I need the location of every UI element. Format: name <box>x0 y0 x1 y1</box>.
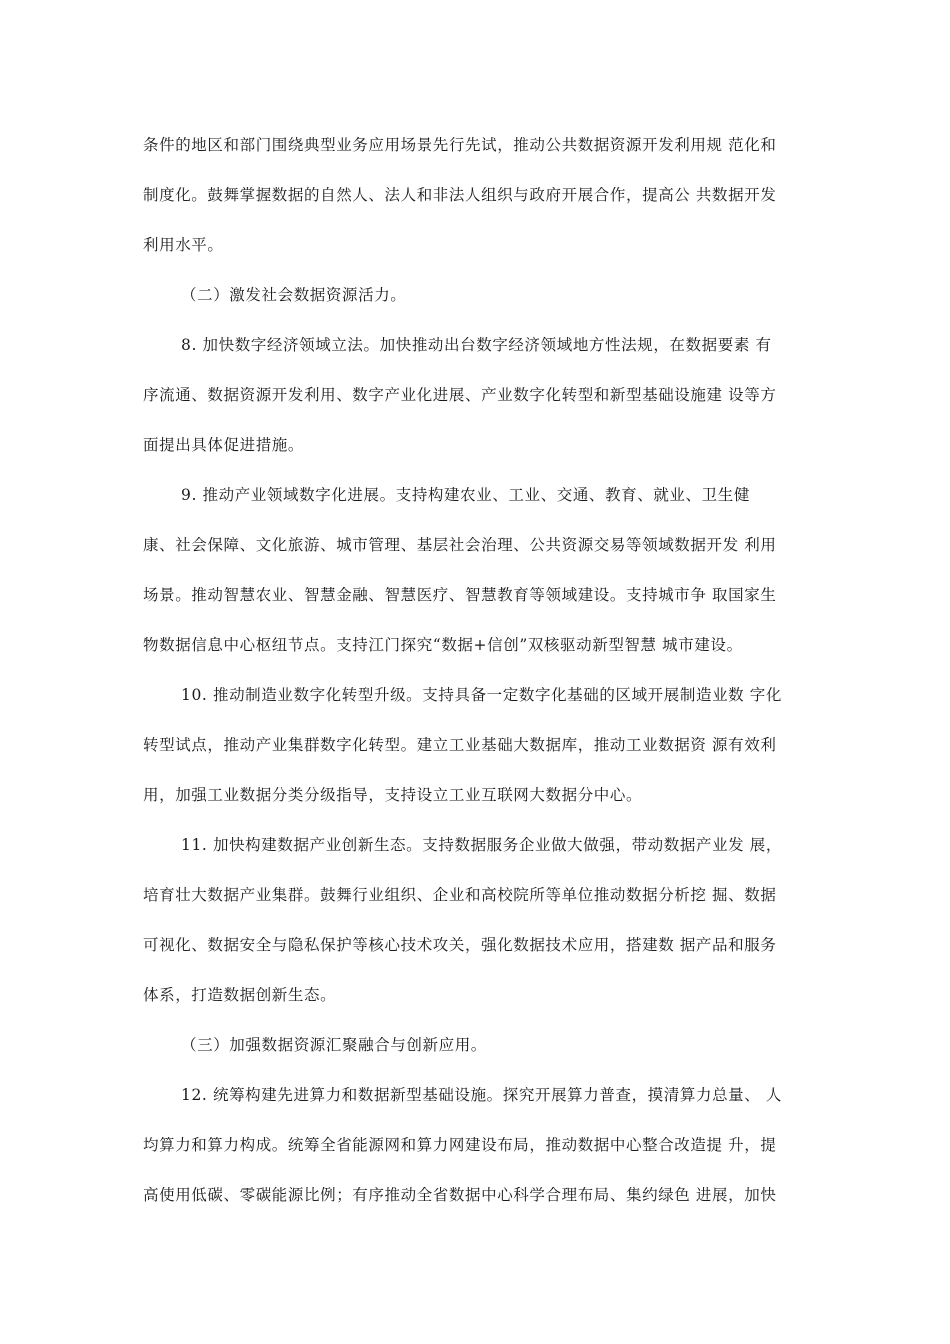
section-heading-2 <box>143 280 815 330</box>
heading-line: （二）激发社会数据资源活力。 <box>181 286 407 304</box>
paragraph-item-12 <box>143 1080 815 1230</box>
text-line: 场景。推动智慧农业、智慧金融、智慧医疗、智慧教育等领域建设。支持城市争 取国家生 <box>143 586 777 604</box>
text-line: 利用水平。 <box>143 236 224 254</box>
text-line: 制度化。鼓舞掌握数据的自然人、法人和非法人组织与政府开展合作，提高公 共数据开发 <box>143 186 777 204</box>
text-line: 用，加强工业数据分类分级指导，支持设立工业互联网大数据分中心。 <box>143 786 643 804</box>
section-heading-3 <box>143 1030 815 1080</box>
paragraph-item-8 <box>143 330 815 480</box>
heading-line: （三）加强数据资源汇聚融合与创新应用。 <box>181 1036 487 1054</box>
text-line: 康、社会保障、文化旅游、城市管理、基层社会治理、公共资源交易等领域数据开发 利用 <box>143 536 777 554</box>
text-line: 可视化、数据安全与隐私保护等核心技术攻关，强化数据技术应用，搭建数 据产品和服务 <box>143 936 777 954</box>
text-line: 体系，打造数据创新生态。 <box>143 986 337 1004</box>
text-line: 8. 加快数字经济领域立法。加快推动出台数字经济领域地方性法规，在数据要素 有 <box>181 336 772 354</box>
text-line: 条件的地区和部门围绕典型业务应用场景先行先试，推动公共数据资源开发利用规 范化和 <box>143 136 777 154</box>
paragraph-item-11 <box>143 830 815 1030</box>
text-line: 转型试点，推动产业集群数字化转型。建立工业基础大数据库，推动工业数据资 源有效利 <box>143 736 777 754</box>
paragraph-item-9 <box>143 480 815 680</box>
text-line: 9. 推动产业领域数字化进展。支持构建农业、工业、交通、教育、就业、卫生健 <box>181 486 750 504</box>
paragraph-item-10 <box>143 680 815 830</box>
text-line: 12. 统筹构建先进算力和数据新型基础设施。探究开展算力普查，摸清算力总量、 人 <box>181 1086 783 1104</box>
text-line: 均算力和算力构成。统筹全省能源网和算力网建设布局，推动数据中心整合改造提 升，提 <box>143 1136 777 1154</box>
text-line: 11. 加快构建数据产业创新生态。支持数据服务企业做大做强，带动数据产业发 展， <box>181 836 783 854</box>
document-body <box>143 130 815 1230</box>
text-line: 10. 推动制造业数字化转型升级。支持具备一定数字化基础的区域开展制造业数 字化 <box>181 686 783 704</box>
text-line: 面提出具体促进措施。 <box>143 436 305 454</box>
text-line: 培育壮大数据产业集群。鼓舞行业组织、企业和高校院所等单位推动数据分析挖 掘、数据 <box>143 886 777 904</box>
text-line: 高使用低碳、零碳能源比例；有序推动全省数据中心科学合理布局、集约绿色 进展，加快 <box>143 1186 777 1204</box>
paragraph-continuation <box>143 130 815 280</box>
text-line: 序流通、数据资源开发利用、数字产业化进展、产业数字化转型和新型基础设施建 设等方 <box>143 386 777 404</box>
text-line: 物数据信息中心枢纽节点。支持江门探究“数据+信创”双核驱动新型智慧 城市建设。 <box>143 636 743 654</box>
